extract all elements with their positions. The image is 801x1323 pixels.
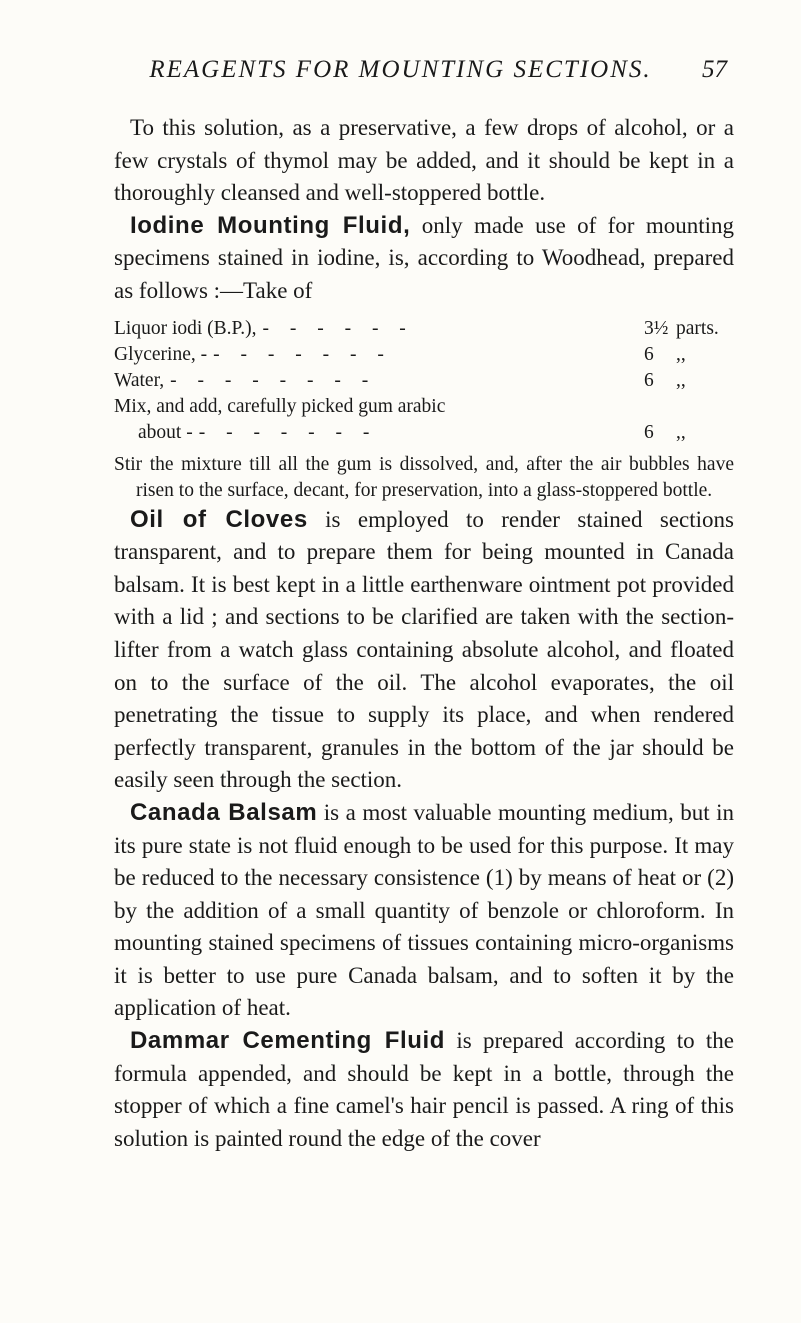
ingredient-unit: ,,: [676, 421, 686, 443]
paragraph-canada-balsam: [114, 797, 734, 1025]
heading-canada-balsam: Canada Balsam: [130, 798, 318, 826]
paragraph-preservative: To this solution, as a preservative, a few drops of alcohol, or a few crystals of thymol may be added, and it should be kept in a thoroughly cleansed and well-stoppered bottle.: [114, 115, 734, 206]
iodine-recipe: [114, 316, 734, 446]
recipe-mix-instruction: Mix, and add, carefully picked gum arabic: [114, 395, 446, 417]
heading-iodine-mounting-fluid: Iodine Mounting Fluid,: [130, 211, 411, 239]
page-body: [114, 112, 734, 1155]
paragraph-oil-of-cloves: [114, 504, 734, 797]
recipe-row: [114, 316, 734, 342]
leader-dots: - - - - - - -: [213, 343, 392, 365]
ingredient-quantity: 6: [644, 369, 654, 391]
running-head: [0, 56, 801, 92]
ingredient-name: Glycerine, -: [114, 343, 208, 365]
iodine-text: only made use of for mounting specimens stained in iodine, is, according to Woodhead, prepared as follows :—Take of: [114, 212, 734, 303]
ingredient-unit: ,,: [676, 343, 686, 365]
ingredient-unit: parts.: [676, 317, 719, 339]
dammar-text: is prepared according to the formula appended, and should be kept in a bottle, through the stopper of which a fine camel's hair pencil is passed. A ring of this solution is painted round the edge of the cover: [114, 1028, 734, 1151]
page-number: 57: [702, 56, 727, 83]
running-title: REAGENTS FOR MOUNTING SECTIONS.: [149, 56, 652, 83]
paragraph-iodine: [114, 210, 734, 308]
recipe-row: [114, 368, 734, 394]
heading-oil-of-cloves: Oil of Cloves: [130, 505, 308, 533]
leader-dots: - - - - - - - -: [170, 369, 377, 391]
leader-dots: - - - - - - -: [198, 421, 378, 443]
paragraph-dammar: [114, 1025, 734, 1155]
recipe-row: [114, 420, 734, 446]
recipe-row: [114, 342, 734, 368]
leader-dots: - - - - - -: [262, 317, 414, 339]
ingredient-name: about -: [138, 421, 193, 443]
ingredient-name: Liquor iodi (B.P.),: [114, 317, 257, 339]
heading-dammar-cementing-fluid: Dammar Cementing Fluid: [130, 1027, 446, 1055]
ingredient-name: Water,: [114, 369, 165, 391]
canada-text: is a most valuable mounting medium, but in its pure state is not fluid enough to be used for this purpose. It may be reduced to the necessary consistence (1) by means of heat or (2) by the addition of a small quantity of benzole or chloroform. In mounting stained specimens of tissues containing micro-organisms it is better to use pure Canada balsam, and to soften it by the application of heat.: [114, 799, 735, 1021]
ingredient-quantity: 6: [644, 343, 654, 365]
ingredient-quantity: 3½: [644, 317, 669, 339]
ingredient-unit: ,,: [676, 369, 686, 391]
oil-text: is employed to render stained sections transparent, and to prepare them for being mounted in Canada balsam. It is best kept in a little earthenware ointment pot provided with a lid ; and sections to be clarified are taken with the section-lifter from a watch glass containing absolute alcohol, and floated on to the surface of the oil. The alcohol evaporates, the oil penetrating the tissue to supply its place, and when rendered perfectly transparent, granules in the bottom of the jar should be easily seen through the section.: [114, 506, 734, 793]
paragraph-stir: Stir the mixture till all the gum is dissolved, and, after the air bubbles have risen to the surface, decant, for preservation, into a glass-stoppered bottle.: [114, 453, 734, 501]
ingredient-quantity: 6: [644, 421, 654, 443]
